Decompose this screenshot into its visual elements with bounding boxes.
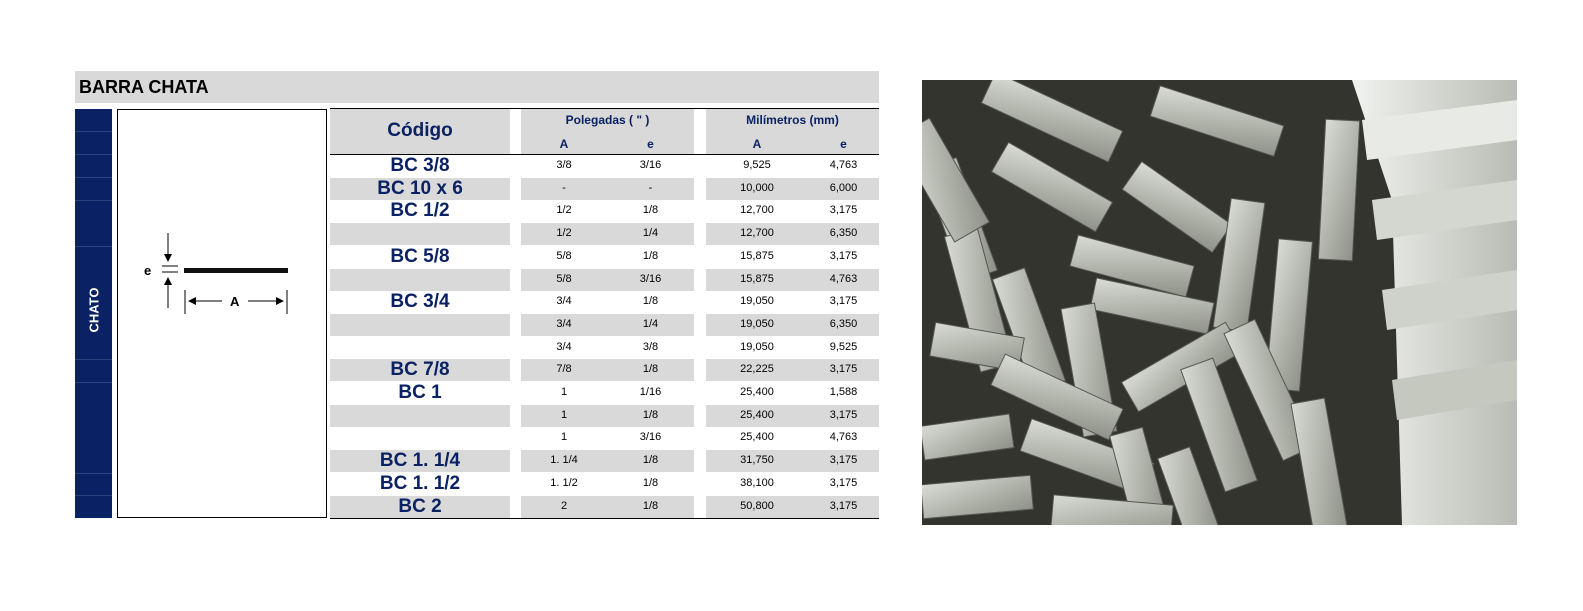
table-row — [330, 450, 879, 472]
mm-a-cell: 19,050 — [740, 317, 774, 330]
code-cell: BC 1 — [398, 382, 442, 403]
mm-a-cell: 22,225 — [740, 363, 774, 376]
inch-e-cell: 1/8 — [642, 204, 659, 217]
label-a: A — [230, 294, 240, 309]
table-row — [330, 246, 879, 268]
inches-a-header: A — [559, 137, 569, 151]
mm-e-cell: 3,175 — [829, 454, 858, 467]
table-row — [330, 200, 879, 222]
table-row — [330, 359, 879, 381]
table-row — [330, 496, 879, 518]
mm-e-cell: 6,350 — [829, 227, 858, 240]
mm-e-cell: 3,175 — [829, 249, 858, 262]
mm-a-cell: 19,050 — [740, 295, 774, 308]
mm-a-cell: 31,750 — [740, 454, 774, 467]
mm-e-cell: 3,175 — [829, 295, 858, 308]
mm-a-cell: 12,700 — [740, 227, 774, 240]
mm-a-cell: 10,000 — [740, 181, 774, 194]
mm-a-cell: 25,400 — [740, 431, 774, 444]
inch-a-cell: 1/2 — [556, 204, 572, 217]
mm-header: Milímetros (mm) — [746, 113, 839, 127]
inch-e-cell: 3/16 — [639, 431, 662, 444]
mm-e-cell: 6,000 — [829, 181, 858, 194]
code-cell — [330, 269, 510, 291]
mm-a-cell: 50,800 — [740, 499, 774, 512]
inch-e-cell: 1/8 — [642, 499, 659, 512]
mm-e-cell: 3,175 — [829, 204, 858, 217]
mm-a-cell: 12,700 — [740, 204, 774, 217]
mm-a-cell: 9,525 — [743, 159, 771, 171]
mm-a-cell: 25,400 — [740, 386, 774, 398]
inch-e-cell: 3/16 — [639, 272, 662, 285]
table-row — [330, 269, 879, 291]
inch-a-cell: 3/4 — [556, 317, 572, 330]
code-cell — [330, 405, 510, 427]
bar-profile — [184, 268, 288, 273]
inch-a-cell: 1. 1/2 — [550, 476, 578, 489]
arrow-down-icon — [164, 254, 172, 262]
table-row — [330, 314, 879, 336]
label-e: e — [144, 263, 152, 278]
profile-diagram — [117, 109, 327, 518]
title-bar — [75, 71, 879, 103]
table-row — [330, 291, 879, 313]
mm-e-cell: 1,588 — [829, 386, 858, 398]
inch-a-cell: 1 — [560, 431, 568, 444]
code-cell: BC 3/8 — [390, 155, 450, 176]
mm-e-cell: 3,175 — [829, 363, 858, 376]
mm-e-cell: 4,763 — [829, 159, 858, 171]
inch-a-cell: 1 — [560, 386, 568, 398]
inch-a-cell: 5/8 — [556, 249, 572, 262]
inch-e-cell: 1/4 — [642, 227, 659, 240]
mm-e-cell: 9,525 — [829, 340, 858, 353]
inch-a-cell: 3/4 — [556, 295, 572, 308]
category-label: CHATO — [86, 287, 101, 333]
table-row — [330, 405, 879, 427]
code-cell: BC 3/4 — [390, 291, 450, 313]
inch-e-cell: 3/8 — [642, 340, 659, 353]
inch-e-cell: 1/8 — [642, 363, 659, 376]
inch-e-cell: 1/8 — [642, 249, 659, 262]
mm-e-cell: 3,175 — [829, 476, 858, 489]
table-row — [330, 382, 879, 404]
inch-a-cell: 1. 1/4 — [550, 454, 578, 467]
mm-a-cell: 15,875 — [740, 272, 774, 285]
code-cell — [330, 337, 510, 359]
inches-e-header: e — [647, 137, 654, 151]
table-row — [330, 427, 879, 449]
mm-e-header: e — [840, 137, 847, 151]
inch-e-cell: 3/16 — [639, 159, 662, 171]
inch-a-cell: 5/8 — [556, 272, 572, 285]
mm-a-cell: 15,875 — [740, 249, 774, 262]
table-row — [330, 473, 879, 495]
code-cell — [330, 314, 510, 336]
inch-e-cell: 1/8 — [642, 454, 659, 467]
mm-e-cell: 6,350 — [829, 317, 858, 330]
arrow-left-icon — [188, 297, 196, 305]
inch-e-cell: 1/8 — [642, 295, 659, 308]
inch-a-cell: 1/2 — [556, 227, 572, 240]
inch-a-cell: 7/8 — [556, 363, 572, 376]
table-row — [330, 155, 879, 177]
code-cell: BC 10 x 6 — [377, 177, 463, 199]
code-cell: BC 5/8 — [390, 245, 450, 267]
inch-e-cell: 1/8 — [642, 408, 659, 421]
arrow-right-icon — [276, 297, 284, 305]
mm-a-cell: 25,400 — [740, 408, 774, 421]
inch-e-cell: 1/8 — [642, 476, 659, 489]
product-photo — [922, 80, 1517, 525]
mm-e-cell: 3,175 — [829, 408, 858, 421]
inch-a-cell: - — [562, 181, 566, 194]
mm-e-cell: 4,763 — [829, 431, 858, 444]
inch-a-cell: 3/8 — [556, 159, 572, 171]
inch-e-cell: 1/4 — [642, 317, 659, 330]
code-cell — [330, 223, 510, 245]
code-cell: BC 2 — [398, 495, 442, 517]
inch-a-cell: 2 — [560, 499, 568, 512]
inch-a-cell: 3/4 — [556, 340, 572, 353]
code-cell: BC 7/8 — [390, 359, 450, 381]
code-cell: BC 1. 1/2 — [379, 472, 461, 494]
flat-bars-image — [922, 80, 1517, 525]
table-row — [330, 337, 879, 359]
inches-header: Polegadas ( " ) — [565, 113, 650, 127]
table-row — [330, 223, 879, 245]
code-cell: BC 1. 1/4 — [379, 450, 461, 472]
mm-a-cell: 19,050 — [740, 340, 774, 353]
inch-e-cell: - — [648, 181, 653, 194]
table-row — [330, 178, 879, 200]
mm-e-cell: 3,175 — [829, 499, 858, 512]
inch-a-cell: 1 — [560, 408, 568, 421]
code-cell: BC 1/2 — [390, 200, 450, 222]
mm-a-header: A — [752, 137, 762, 151]
page-title: BARRA CHATA — [79, 77, 209, 97]
mm-e-cell: 4,763 — [829, 272, 858, 285]
code-cell — [330, 427, 510, 449]
code-header: Código — [387, 120, 453, 141]
mm-a-cell: 38,100 — [740, 476, 774, 489]
inch-e-cell: 1/16 — [639, 386, 662, 398]
